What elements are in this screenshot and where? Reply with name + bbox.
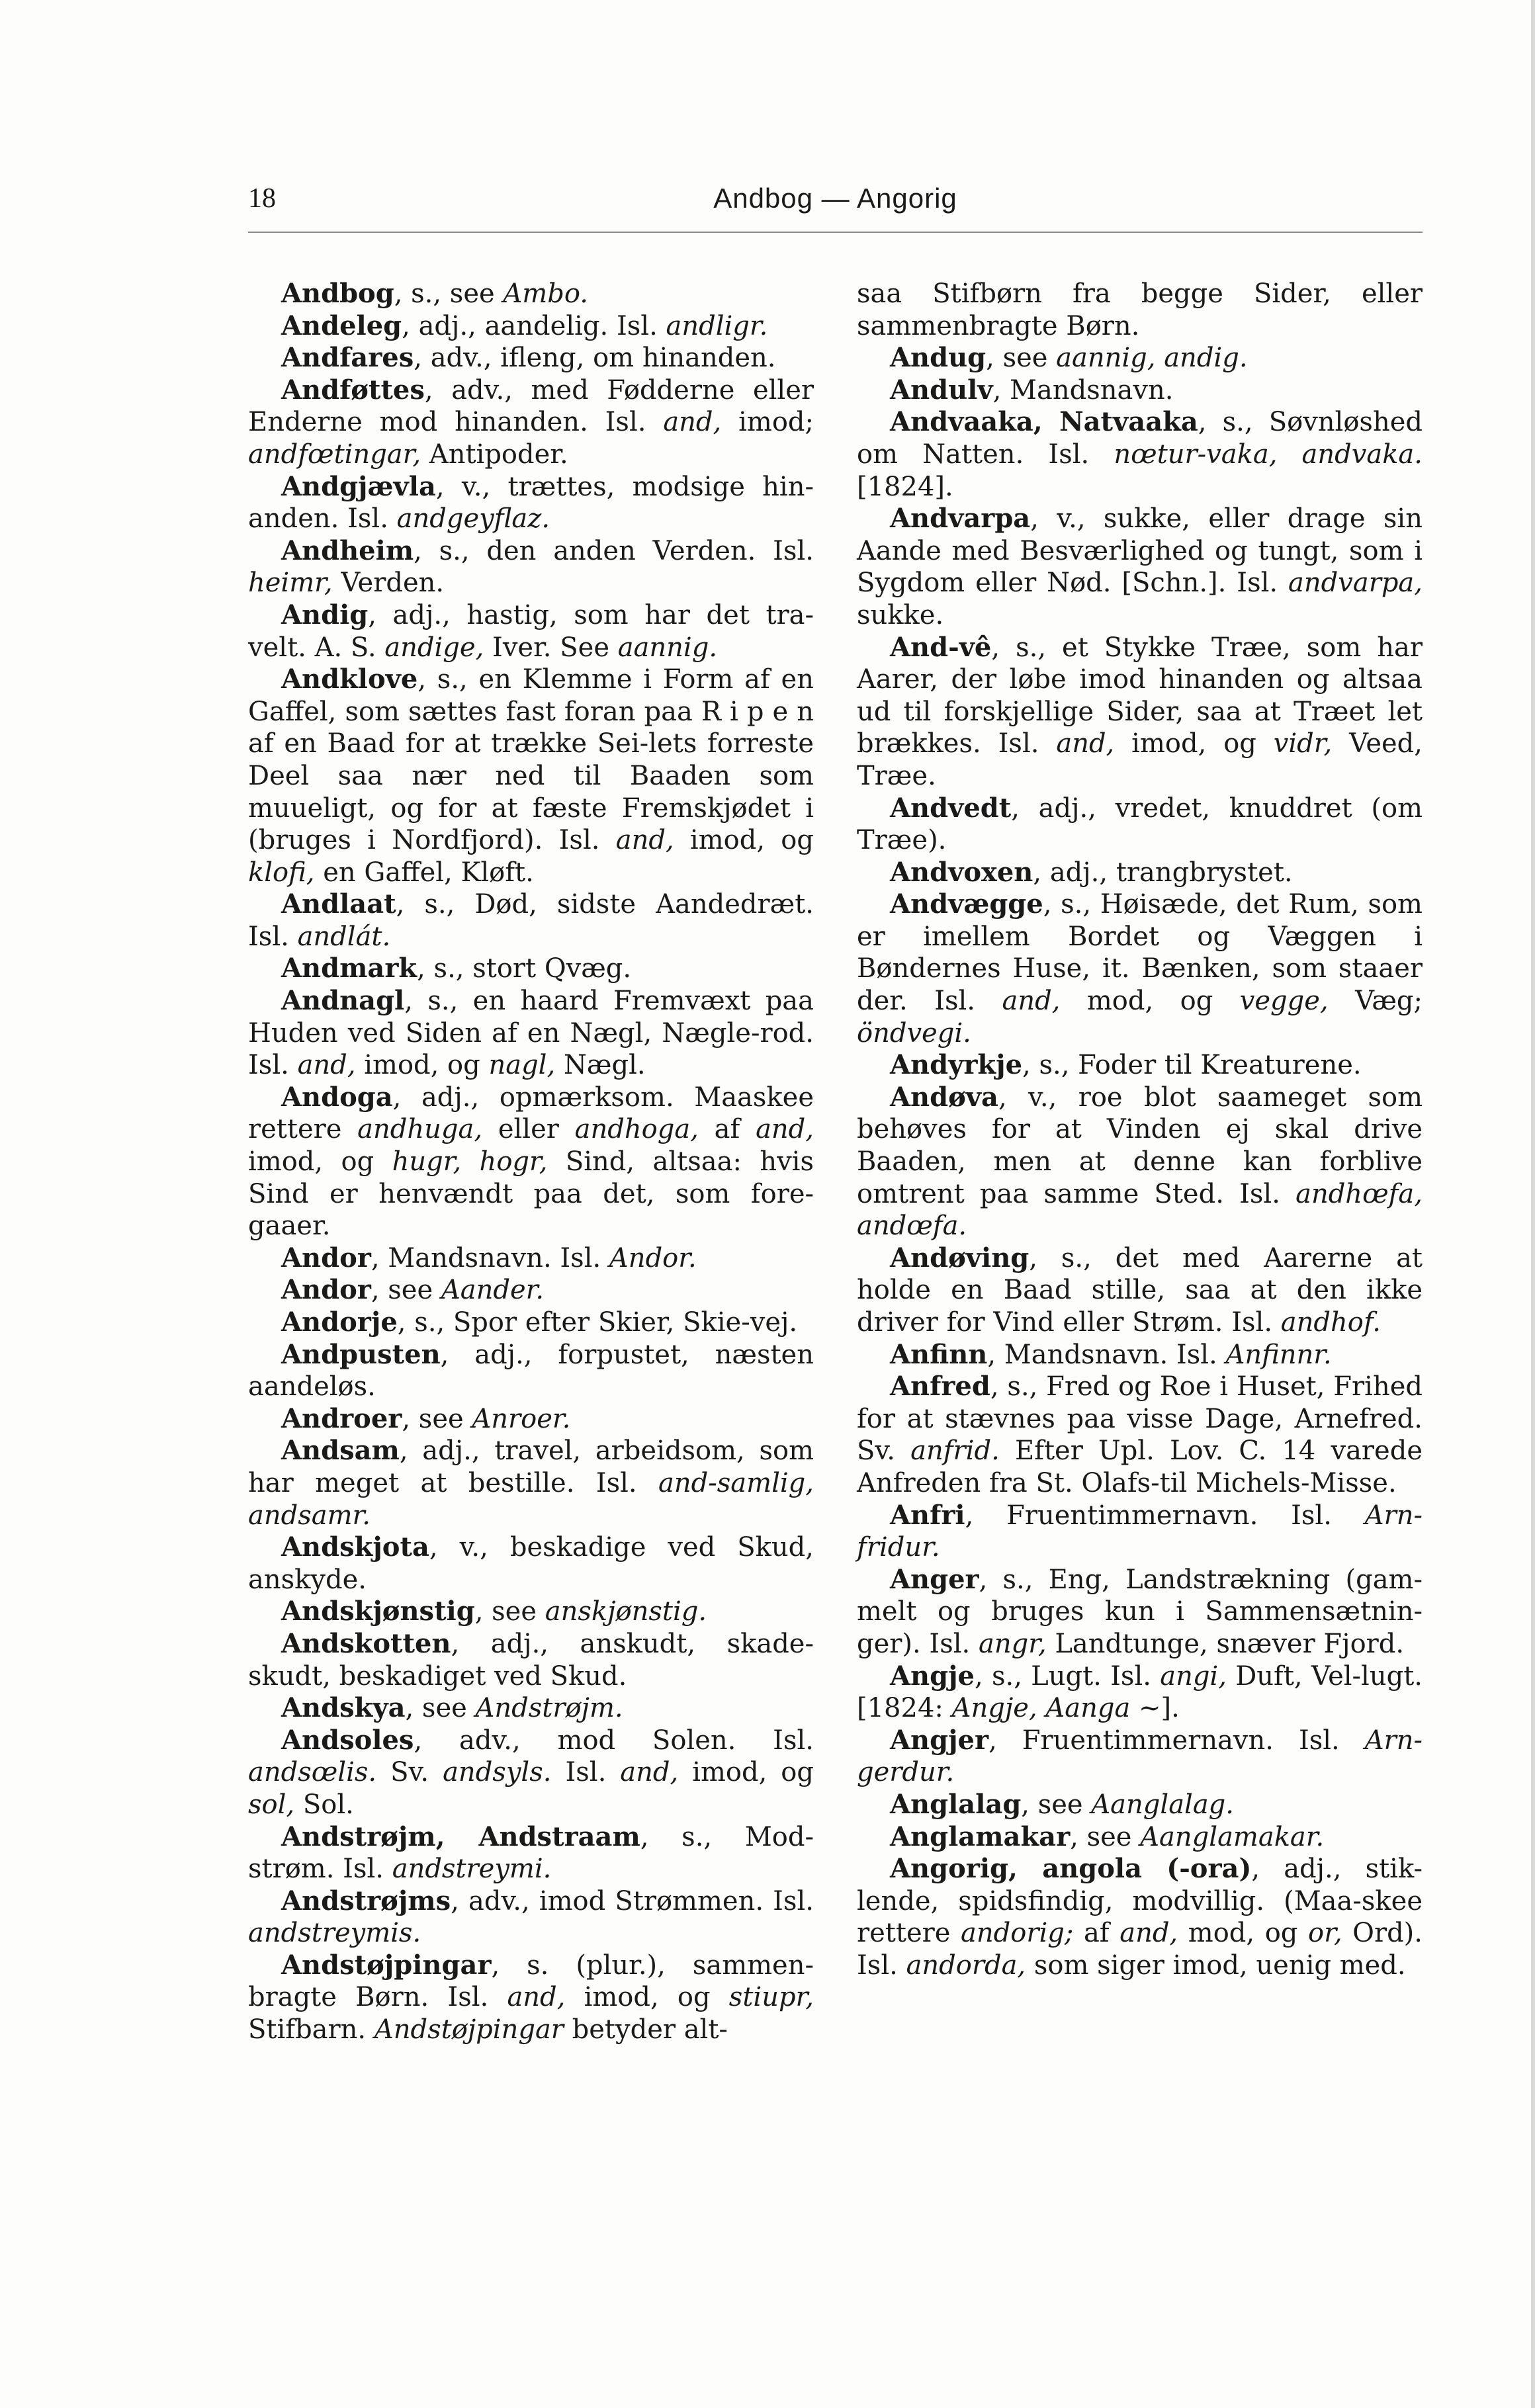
definition-text: , adj., vredet, knuddret (om Træe). xyxy=(857,793,1423,856)
italic-term: Aanglamakar. xyxy=(1140,1821,1325,1852)
headword: Andig xyxy=(281,599,369,630)
italic-term: and, xyxy=(297,1050,356,1081)
dictionary-entry xyxy=(248,1339,814,1403)
running-title: Andbog — Angorig xyxy=(713,183,957,214)
italic-term: Ambo. xyxy=(503,279,588,309)
definition-text: Sind, altsaa: hvis Sind er henvændt paa det, som fore-gaaer. xyxy=(248,1146,814,1242)
italic-term: aannig. xyxy=(617,632,718,663)
dictionary-entry xyxy=(248,535,814,599)
definition-text: , Mandsnavn. xyxy=(992,374,1174,406)
dictionary-entry xyxy=(857,632,1423,793)
headword: Andstrøjms xyxy=(281,1885,451,1916)
definition-text: , adj., aandelig. Isl. xyxy=(402,310,666,341)
italic-term: and, xyxy=(663,407,722,438)
definition-text: , see xyxy=(1021,1789,1092,1820)
headword: And-vê xyxy=(890,631,992,663)
italic-term: andhuga, xyxy=(357,1114,483,1145)
dictionary-entry xyxy=(248,888,814,953)
headword: Andsam xyxy=(281,1435,400,1467)
italic-term: andligr. xyxy=(666,310,768,341)
italic-term: nœtur-vaka, andvaka. xyxy=(1114,439,1423,470)
dictionary-entry xyxy=(248,342,814,374)
dictionary-entry xyxy=(857,1242,1423,1339)
dictionary-entry xyxy=(248,1242,814,1275)
dictionary-entry xyxy=(857,374,1423,407)
definition-text: Væg; xyxy=(1328,986,1423,1017)
definition-text: , s., see xyxy=(394,279,504,309)
dictionary-entry xyxy=(857,857,1423,889)
italic-term: nagl, xyxy=(488,1050,556,1081)
italic-term: andsyls. xyxy=(443,1757,552,1788)
definition-text: Sol. xyxy=(294,1789,354,1820)
italic-term: vegge, xyxy=(1239,986,1329,1017)
page-header xyxy=(248,183,1423,228)
definition-text: , Fruentimmernavn. Isl. xyxy=(988,1725,1365,1756)
left-column xyxy=(248,278,814,2046)
headword: Andsoles xyxy=(281,1724,414,1756)
definition-text: , s. (plur.), sammen-bragte Børn. Isl. xyxy=(248,1950,814,2013)
dictionary-entry xyxy=(857,503,1423,631)
italic-term: Anroer. xyxy=(472,1403,571,1434)
page-edge xyxy=(1531,0,1535,2408)
headword: Andstrøjm, Andstraam xyxy=(281,1821,640,1852)
definition-text: , adj., stik-lende, spidsfindig, modvillig. (Maa-skee rettere xyxy=(857,1854,1423,1949)
italic-term: andfœtingar, xyxy=(248,439,421,470)
italic-term: angr, xyxy=(978,1628,1047,1659)
italic-term: andlát. xyxy=(297,921,391,952)
headword: Androer xyxy=(281,1402,402,1434)
dictionary-entry xyxy=(248,1692,814,1725)
definition-text: , s., det med Aarerne at holde en Baad stille, saa at den ikke driver for Vind eller Strøm. Isl. xyxy=(857,1242,1423,1338)
headword: Andnagl xyxy=(281,985,405,1017)
headword: Andøva xyxy=(890,1081,998,1113)
italic-term: andhœfa, andœfa. xyxy=(857,1178,1423,1242)
italic-term: and, xyxy=(620,1757,679,1788)
headword: Andvarpa xyxy=(890,503,1031,535)
definition-text: , v., beskadige ved Skud, anskyde. xyxy=(248,1532,814,1595)
italic-term: and, xyxy=(615,825,674,856)
definition-text: mod, og xyxy=(1178,1918,1309,1949)
definition-text: , v., trættes, modsige hin-anden. Isl. xyxy=(248,471,814,535)
italic-term: and, xyxy=(1002,986,1061,1017)
definition-text: , s., Fred og Roe i Huset, Frihed for at stævnes paa visse Dage, Arnefred. Sv. xyxy=(857,1371,1423,1467)
dictionary-entry xyxy=(248,1435,814,1531)
dictionary-entry xyxy=(248,1885,814,1950)
definition-text: , see xyxy=(474,1596,545,1627)
dictionary-entry xyxy=(857,1082,1423,1242)
dictionary-entry xyxy=(248,664,814,888)
headword: Andulv xyxy=(890,374,993,406)
italic-term: and, xyxy=(1056,728,1115,759)
headword: Anglalag xyxy=(890,1788,1022,1820)
headword: Andheim xyxy=(281,535,414,566)
definition-text: , s., en Klemme i Form af en Gaffel, som sættes fast foran paa R i p e n af en Baad for at trække Sei-lets forreste Deel saa nær ned til Baaden som muueligt, og for at fæste Fremskjødet i (bruges i Nordfjord). Isl. xyxy=(248,664,814,856)
italic-term: andvarpa, xyxy=(1288,568,1423,599)
headword: Andmark xyxy=(281,953,417,984)
dictionary-entry xyxy=(857,406,1423,503)
italic-term: öndvegi. xyxy=(857,1017,971,1049)
headword: Anger xyxy=(890,1563,979,1595)
headword: Andskjota xyxy=(281,1531,429,1563)
dictionary-entry xyxy=(857,1789,1423,1821)
definition-text: Isl. xyxy=(551,1757,621,1788)
definition-text: Ord). Isl. xyxy=(857,1918,1423,1981)
definition-text: , s., Mod-strøm. Isl. xyxy=(248,1821,814,1885)
definition-text: imod, og xyxy=(678,1757,814,1788)
definition-text: Efter Upl. Lov. C. 14 varede Anfreden fra St. Olafs-til Michels-Misse. xyxy=(857,1436,1423,1498)
italic-term: stiupr, xyxy=(728,1982,814,2013)
right-column xyxy=(857,278,1423,1981)
italic-term: andgeyflaz. xyxy=(396,503,550,535)
italic-term: andorda, xyxy=(906,1950,1026,1981)
italic-term: anskjønstig. xyxy=(545,1596,707,1627)
dictionary-entry xyxy=(857,1853,1423,1981)
headword: Andføttes xyxy=(281,374,425,406)
definition-text: imod; xyxy=(721,407,814,438)
dictionary-entry xyxy=(248,374,814,471)
italic-term: sol, xyxy=(248,1789,295,1820)
definition-text: , v., roe blot saameget som behøves for at Vinden ej skal drive Baaden, men at denne kan forblive omtrent paa samme Sted. Isl. xyxy=(857,1082,1423,1209)
definition-text: , adj., trangbrystet. xyxy=(1033,857,1293,888)
headword: Andor xyxy=(281,1242,371,1273)
italic-term: anfrid. xyxy=(910,1436,1000,1467)
definition-text: af xyxy=(698,1114,756,1145)
definition-text: , adv., ifleng, om hinanden. xyxy=(414,343,776,374)
definition-text: betyder alt- xyxy=(563,2014,728,2045)
italic-term: heimr, xyxy=(248,568,333,599)
definition-text: , adj., anskudt, skade-skudt, beskadiget ved Skud. xyxy=(248,1628,814,1692)
dictionary-entry xyxy=(857,1339,1423,1371)
definition-text: , Mandsnavn. Isl. xyxy=(987,1339,1226,1370)
dictionary-entry xyxy=(248,1628,814,1692)
definition-text: , s., Lugt. Isl. xyxy=(975,1660,1161,1692)
italic-term: and, xyxy=(507,1982,566,2013)
headword: Angjer xyxy=(890,1724,989,1756)
dictionary-entry xyxy=(248,471,814,535)
definition-text: imod, og xyxy=(248,1146,392,1178)
definition-text: som siger imod, uenig med. xyxy=(1026,1950,1406,1981)
header-rule xyxy=(248,232,1423,233)
italic-term: Andstrøjm. xyxy=(475,1693,623,1724)
definition-text: Sv. xyxy=(376,1757,443,1788)
dictionary-entry xyxy=(248,1307,814,1339)
headword: Angorig, angola (-ora) xyxy=(890,1853,1252,1885)
italic-term: Arn-gerdur. xyxy=(857,1725,1423,1788)
dictionary-entry xyxy=(857,1371,1423,1499)
definition-text: imod, og xyxy=(355,1050,489,1081)
definition-text: Landtunge, snæver Fjord. xyxy=(1046,1628,1405,1659)
italic-term: Andstøjpingar xyxy=(374,2014,564,2045)
headword: Andklove xyxy=(281,664,418,695)
dictionary-entry xyxy=(248,1950,814,2046)
dictionary-entry xyxy=(248,1274,814,1307)
italic-term: Anfinnr. xyxy=(1225,1339,1332,1370)
definition-text: , s., Eng, Landstrækning (gam-melt og bruges kun i Sammensætnin-ger). Isl. xyxy=(857,1564,1423,1659)
headword: Andfares xyxy=(281,342,414,374)
definition-text: , s., en haard Fremvæxt paa Huden ved Siden af en Nægl, Nægle-rod. Isl. xyxy=(248,986,814,1081)
headword: Andyrkje xyxy=(890,1049,1023,1081)
italic-term: andstreymi. xyxy=(392,1854,552,1885)
italic-term: angi, xyxy=(1160,1660,1227,1692)
headword: Andor xyxy=(281,1274,371,1306)
definition-text: , s., et Stykke Træe, som har Aarer, der løbe imod hinanden og altsaa ud til forskjellige Sider, saa at Træet let brækkes. Isl. xyxy=(857,632,1423,759)
dictionary-entry xyxy=(248,599,814,664)
headword: Andbog xyxy=(281,278,394,309)
definition-text: Duft, Vel-lugt. [1824: xyxy=(857,1660,1423,1724)
dictionary-entry xyxy=(857,1564,1423,1660)
headword: Andskjønstig xyxy=(281,1596,475,1627)
definition-text: , s., Søvnløshed om Natten. Isl. xyxy=(857,407,1423,470)
definition-text: af xyxy=(1073,1918,1120,1949)
dictionary-entry xyxy=(857,1821,1423,1854)
definition-text: imod, og xyxy=(565,1982,729,2013)
dictionary-entry xyxy=(857,1725,1423,1789)
headword: Angje xyxy=(890,1660,975,1692)
definition-text: eller xyxy=(482,1114,575,1145)
definition-text: , see xyxy=(986,343,1057,374)
dictionary-entry xyxy=(248,1403,814,1436)
italic-term: andige, xyxy=(384,632,484,663)
definition-text: , Fruentimmernavn. Isl. xyxy=(965,1500,1365,1531)
definition-text: , s., Foder til Kreaturene. xyxy=(1022,1050,1362,1081)
definition-text: , s., Høisæde, det Rum, som er imellem Bordet og Væggen i Bøndernes Huse, it. Bænken, som staaer der. Isl. xyxy=(857,889,1423,1017)
headword: Andskya xyxy=(281,1692,406,1724)
headword: Andoga xyxy=(281,1081,393,1113)
italic-term: Arn-fridur. xyxy=(857,1500,1423,1563)
dictionary-entry xyxy=(248,985,814,1082)
headword: Andvægge xyxy=(890,888,1043,920)
definition-text: , Mandsnavn. Isl. xyxy=(371,1242,609,1273)
definition-text: , adj., hastig, som har det tra-velt. A. S. xyxy=(248,599,814,663)
definition-text: [1824]. xyxy=(857,471,953,502)
definition-text: , adv., imod Strømmen. Isl. xyxy=(451,1885,814,1916)
headword: Anfri xyxy=(890,1499,965,1531)
definition-text: , adj., travel, arbeidsom, som har meget at bestille. Isl. xyxy=(248,1436,814,1498)
italic-term: Andor. xyxy=(609,1242,697,1273)
page-number: 18 xyxy=(248,183,276,214)
dictionary-entry xyxy=(857,342,1423,374)
dictionary-entry xyxy=(248,1596,814,1628)
definition-text: Nægl. xyxy=(555,1050,646,1081)
headword: Andorje xyxy=(281,1307,398,1338)
dictionary-entry xyxy=(857,1049,1423,1082)
italic-term: Aanglalag. xyxy=(1091,1789,1234,1820)
dictionary-entry xyxy=(857,1660,1423,1725)
definition-text: , adv., med Fødderne eller Enderne mod hinanden. Isl. xyxy=(248,374,814,438)
definition-text: , v., sukke, eller drage sin Aande med Besværlighed og tungt, som i Sygdom eller Nød. [Schn.]. Isl. xyxy=(857,503,1423,599)
dictionary-entry xyxy=(857,888,1423,1049)
headword: Andøving xyxy=(890,1242,1030,1273)
definition-text: imod, og xyxy=(674,825,814,856)
italic-term: andsœlis. xyxy=(248,1757,377,1788)
definition-text: Iver. See xyxy=(484,632,618,663)
italic-term: and-samlig, andsamr. xyxy=(248,1467,814,1531)
definition-text: saa Stifbørn fra begge Sider, eller sammenbragte Børn. xyxy=(857,279,1423,341)
definition-text: , see xyxy=(371,1275,441,1306)
definition-text: , see xyxy=(1070,1821,1141,1852)
dictionary-entry xyxy=(248,1725,814,1821)
headword: Andvoxen xyxy=(890,856,1033,888)
definition-text: , s., Død, sidste Aandedræt. Isl. xyxy=(248,889,814,952)
headword: Andskotten xyxy=(281,1627,451,1659)
entry-continuation xyxy=(857,278,1423,342)
definition-text: , adj., forpustet, næsten aandeløs. xyxy=(248,1339,814,1402)
italic-term: hugr, hogr, xyxy=(392,1146,548,1178)
definition-text: sukke. xyxy=(857,599,944,630)
italic-term: and, xyxy=(1119,1918,1178,1949)
italic-term: aannig, andig. xyxy=(1056,343,1248,374)
definition-text: mod, og xyxy=(1060,986,1240,1017)
italic-term: klofi, xyxy=(248,857,315,888)
dictionary-entry xyxy=(857,793,1423,857)
italic-term: andorig; xyxy=(961,1918,1074,1949)
dictionary-entry xyxy=(248,953,814,985)
headword: Andug xyxy=(890,342,987,374)
italic-term: andstreymis. xyxy=(248,1918,421,1949)
definition-text: , s., Spor efter Skier, Skie-vej. xyxy=(397,1307,798,1338)
headword: Andeleg xyxy=(281,310,402,341)
dictionary-entry xyxy=(248,1082,814,1242)
italic-term: andhoga, xyxy=(574,1114,699,1145)
headword: Andlaat xyxy=(281,888,396,920)
italic-term: or, xyxy=(1308,1918,1342,1949)
dictionary-entry xyxy=(248,278,814,310)
definition-text: en Gaffel, Kløft. xyxy=(314,857,534,888)
headword: Andgjævla xyxy=(281,470,436,502)
definition-text: ~]. xyxy=(1130,1693,1180,1724)
definition-text: , see xyxy=(405,1693,476,1724)
definition-text: Verden. xyxy=(332,568,445,599)
headword: Andstøjpingar xyxy=(281,1949,492,1981)
headword: Anglamakar xyxy=(890,1821,1071,1852)
italic-term: and, xyxy=(756,1114,814,1145)
italic-term: Angje, Aanga xyxy=(951,1693,1131,1724)
definition-text: , adj., opmærksom. Maaskee rettere xyxy=(248,1082,814,1145)
definition-text: , s., stort Qvæg. xyxy=(417,953,632,984)
headword: Anfinn xyxy=(890,1338,988,1370)
dictionary-entry xyxy=(248,1531,814,1596)
definition-text: , see xyxy=(402,1403,472,1434)
italic-term: andhof. xyxy=(1280,1307,1381,1338)
definition-text: , adv., mod Solen. Isl. xyxy=(414,1725,814,1756)
dictionary-entry xyxy=(248,310,814,343)
definition-text: Stifbarn. xyxy=(248,2014,374,2045)
italic-term: Aander. xyxy=(441,1275,545,1306)
definition-text: , s., den anden Verden. Isl. xyxy=(414,535,814,566)
dictionary-entry xyxy=(857,1500,1423,1564)
definition-text: Veed, Træe. xyxy=(857,728,1423,791)
headword: Andvedt xyxy=(890,792,1012,824)
headword: Andpusten xyxy=(281,1338,441,1370)
headword: Andvaaka, Natvaaka xyxy=(890,406,1198,438)
dictionary-entry xyxy=(248,1821,814,1885)
italic-term: vidr, xyxy=(1273,728,1333,759)
definition-text: imod, og xyxy=(1114,728,1274,759)
headword: Anfred xyxy=(890,1371,990,1402)
definition-text: Antipoder. xyxy=(421,439,568,470)
